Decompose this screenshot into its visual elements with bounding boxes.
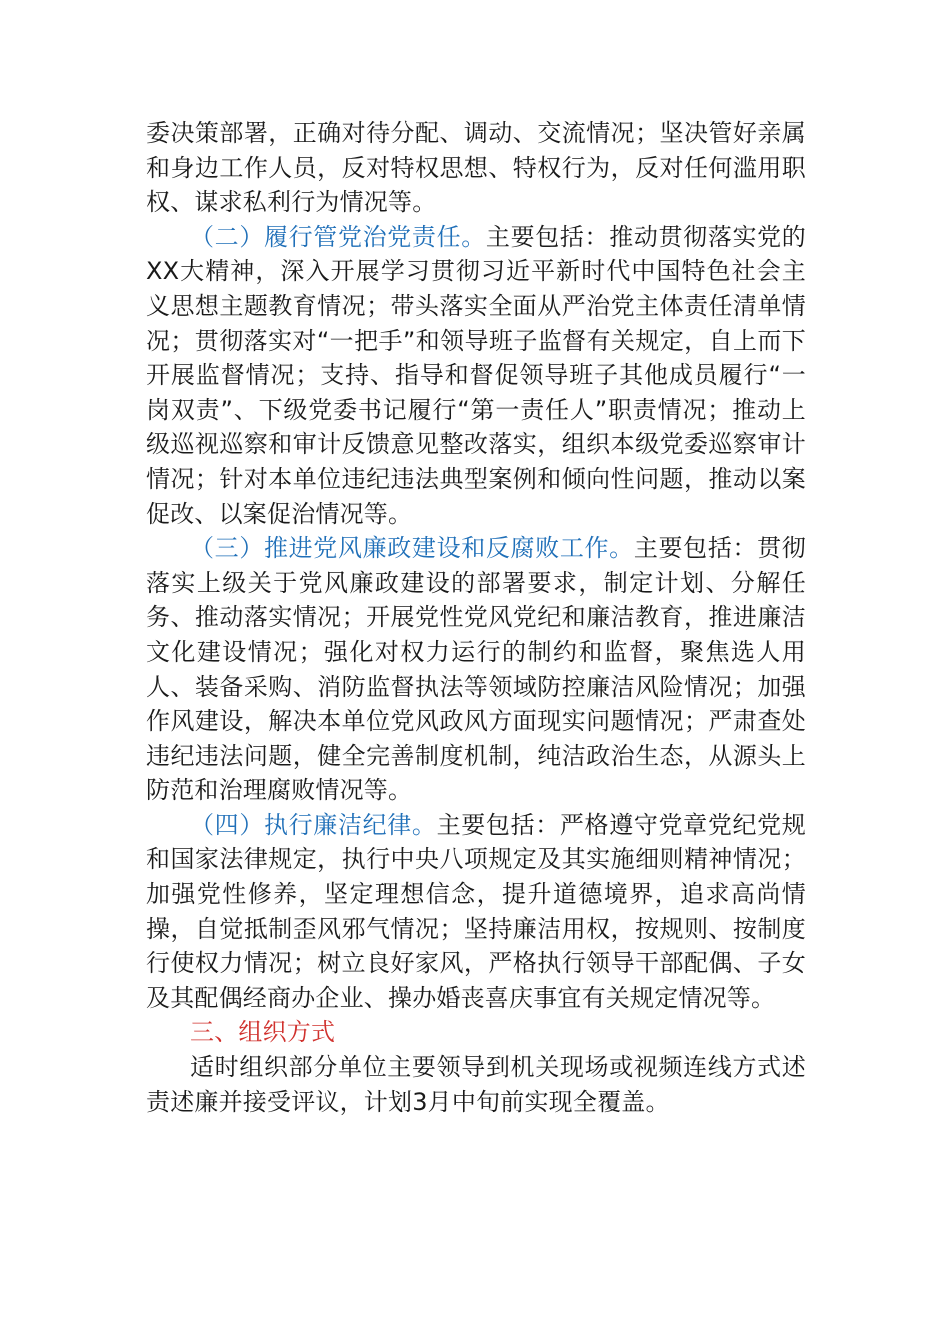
intro-paragraph: 委决策部署，正确对待分配、调动、交流情况；坚决管好亲属和身边工作人员，反对特权思想、特权行为，反对任何滥用职权、谋求私利行为情况等。 (146, 119, 806, 217)
item-3-heading: （三）推进党风廉政建设和反腐败工作。 (190, 534, 634, 563)
item-4-paragraph (146, 808, 806, 1016)
item-3-body: 主要包括：贯彻落实上级关于党风廉政建设的部署要求，制定计划、分解任务、推动落实情况；开展党性党风党纪和廉洁教育，推进廉洁文化建设情况；强化对权力运行的制约和监督，聚焦选人用人、装备采购、消防监督执法等领域防控廉洁风险情况；加强作风建设，解决本单位党风政风方面现实问题情况；严肃查处违纪违法问题，健全完善制度机制，纯洁政治生态，从源头上防范和治理腐败情况等。 (146, 534, 806, 805)
document-body (146, 116, 806, 1119)
section-3-heading: 三、组织方式 (190, 1018, 336, 1047)
item-2-paragraph (146, 220, 806, 531)
item-4-heading: （四）执行廉洁纪律。 (190, 810, 437, 839)
item-2-body: 主要包括：推动贯彻落实党的XX大精神，深入开展学习贯彻习近平新时代中国特色社会主义思想主题教育情况；带头落实全面从严治党主体责任清单情况；贯彻落实对“一把手”和领导班子监督有关规定，自上而下开展监督情况；支持、指导和督促领导班子其他成员履行“一岗双责”、下级党委书记履行“第一责任人”职责情况；推动上级巡视巡察和审计反馈意见整改落实，组织本级党委巡察审计情况；针对本单位违纪违法典型案例和倾向性问题，推动以案促改、以案促治情况等。 (146, 222, 806, 528)
item-3-paragraph (146, 531, 806, 808)
item-4-body: 主要包括：严格遵守党章党纪党规和国家法律规定，执行中央八项规定及其实施细则精神情况；加强党性修养，坚定理想信念，提升道德境界，追求高尚情操，自觉抵制歪风邪气情况；坚持廉洁用权，按规则、按制度行使权力情况；树立良好家风，严格执行领导干部配偶、子女及其配偶经商办企业、操办婚丧喜庆事宜有关规定情况等。 (146, 810, 807, 1012)
section-3-body: 适时组织部分单位主要领导到机关现场或视频连线方式述责述廉并接受评议，计划3月中旬前实现全覆盖。 (146, 1053, 806, 1116)
item-2-heading: （二）履行管党治党责任。 (190, 222, 486, 251)
